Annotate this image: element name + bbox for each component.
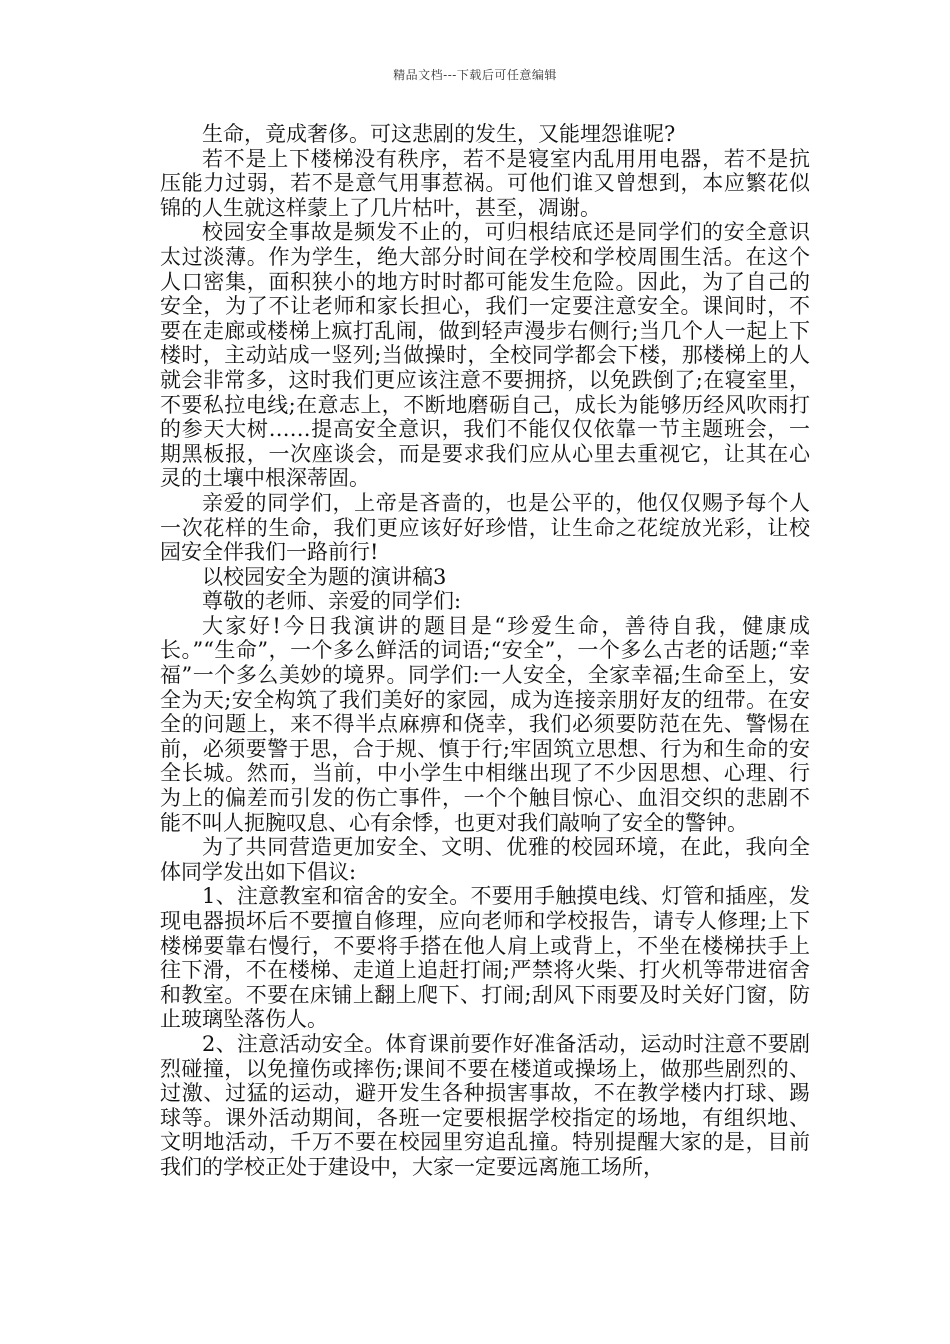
salutation: 尊敬的老师、亲爱的同学们: (202, 589, 462, 614)
paragraph: 亲爱的同学们，上帝是吝啬的，也是公平的，他仅仅赐予每个人一次花样的生命，我们更应该好好珍惜，让生命之花绽放光彩，让校园安全伴我们一路前行! (160, 490, 810, 565)
paragraph: 生命，竟成奢侈。可这悲剧的发生，又能埋怨谁呢? (202, 122, 676, 146)
paragraph: 2、注意活动安全。体育课前要作好准备活动，运动时注意不要剧烈碰撞，以免撞伤或摔伤;课间不要在楼道或操场上，做那些剧烈的、过激、过猛的运动，避开发生各种损害事故，不在教学楼内打球、踢球等。课外活动期间，各班一定要根据学校指定的场地，有组织地、文明地活动，千万不要在校园里穷追乱撞。特别提醒大家的是，目前我们的学校正处于建设中，大家一定要远离施工场所， (160, 1031, 810, 1179)
section-title: 以校园安全为题的演讲稿3 (202, 564, 447, 589)
paragraph: 校园安全事故是频发不止的，可归根结底还是同学们的安全意识太过淡薄。作为学生，绝大部分时间在学校和学校周围生活。在这个人口密集，面积狭小的地方时时都可能发生危险。因此，为了自己的安全，为了不让老师和家长担心，我们一定要注意安全。课间时，不要在走廊或楼梯上疯打乱闹，做到轻声漫步右侧行;当几个人一起上下楼时，主动站成一竖列;当做操时，全校同学都会下楼，那楼梯上的人就会非常多，这时我们更应该注意不要拥挤，以免跌倒了;在寝室里，不要私拉电线;在意志上，不断地磨砺自己，成长为能够历经风吹雨打的参天大树……提高安全意识，我们不能仅仅依靠一节主题班会，一期黑板报，一次座谈会，而是要求我们应从心里去重视它，让其在心灵的土壤中根深蒂固。 (160, 220, 810, 491)
paragraph: 1、注意教室和宿舍的安全。不要用手触摸电线、灯管和插座，发现电器损坏后不要擅自修理，应向老师和学校报告，请专人修理;上下楼梯要靠右慢行，不要将手搭在他人肩上或背上，不坐在楼梯扶手上往下滑，不在楼梯、走道上追赶打闹;严禁将火柴、打火机等带进宿舍和教室。不要在床铺上翻上爬下、打闹;刮风下雨要及时关好门窗，防止玻璃坠落伤人。 (160, 884, 810, 1032)
paragraph: 为了共同营造更加安全、文明、优雅的校园环境，在此，我向全体同学发出如下倡议: (160, 835, 810, 884)
paragraph: 大家好!今日我演讲的题目是“珍爱生命，善待自我，健康成长。”“生命”，一个多么鲜活的词语;“安全”，一个多么古老的话题;“幸福”一个多么美妙的境界。同学们:一人安全，全家幸福;生命至上，安全为天;安全构筑了我们美好的家园，成为连接亲朋好友的纽带。在安全的问题上，来不得半点麻痹和侥幸，我们必须要防范在先、警惕在前，必须要警于思，合于规、慎于行;牢固筑立思想、行为和生命的安全长城。然而，当前，中小学生中相继出现了不少因思想、心理、行为上的偏差而引发的伤亡事件，一个个触目惊心、血泪交织的悲剧不能不叫人扼腕叹息、心有余悸，也更对我们敲响了安全的警钟。 (160, 613, 810, 835)
paragraph: 若不是上下楼梯没有秩序，若不是寝室内乱用用电器，若不是抗压能力过弱，若不是意气用事惹祸。可他们谁又曾想到，本应繁花似锦的人生就这样蒙上了几片枯叶，甚至，凋谢。 (160, 146, 810, 220)
body-text (160, 122, 810, 1180)
page-header: 精品文档---下载后可任意编辑 (393, 68, 557, 82)
